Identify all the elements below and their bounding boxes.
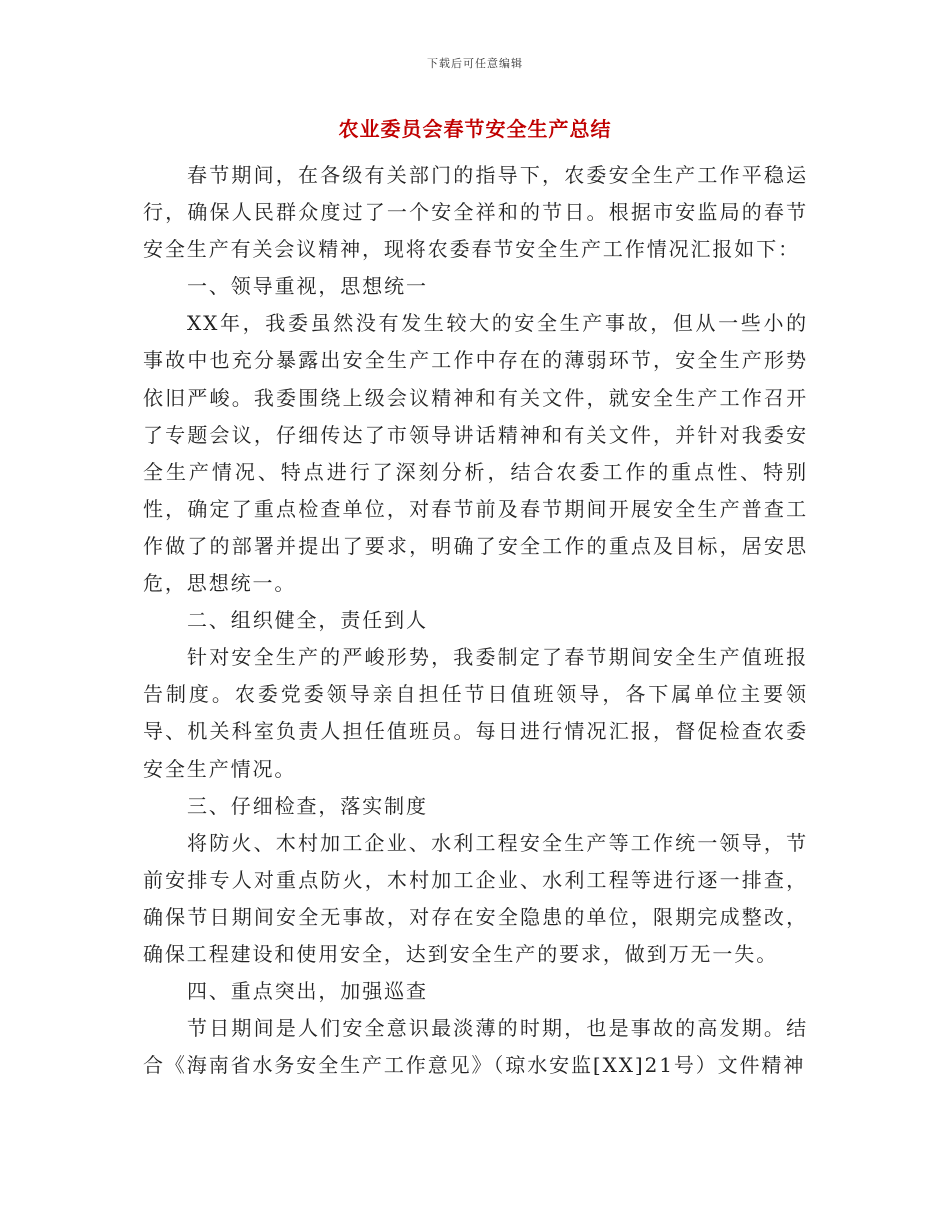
document-title: 农业委员会春节安全生产总结: [338, 117, 612, 141]
page-header-note: 下载后可任意编辑: [427, 57, 523, 70]
section-body-4: 节日期间是人们安全意识最淡薄的时期，也是事故的高发期。结合《海南省水务安全生产工作意见》（琼水安监[XX]21号）文件精神: [143, 1016, 808, 1078]
section-body-3: 将防火、木村加工企业、水利工程安全生产等工作统一领导，节前安排专人对重点防火，木村加工企业、水利工程等进行逐一排查，确保节日期间安全无事故，对存在安全隐患的单位，限期完成整改，确保工程建设和使用安全，达到安全生产的要求，做到万无一失。: [143, 830, 808, 966]
section-heading-1: 一、领导重视，思想统一: [187, 274, 428, 299]
section-heading-4: 四、重点突出，加强巡查: [187, 979, 428, 1004]
document-body: [143, 157, 808, 1084]
section-body-2: 针对安全生产的严峻形势，我委制定了春节期间安全生产值班报告制度。农委党委领导亲自担任节日值班领导，各下属单位主要领导、机关科室负责人担任值班员。每日进行情况汇报，督促检查农委安全生产情况。: [143, 645, 808, 781]
section-heading-2: 二、组织健全，责任到人: [187, 608, 428, 633]
section-body-1: XX年，我委虽然没有发生较大的安全生产事故，但从一些小的事故中也充分暴露出安全生产工作中存在的薄弱环节，安全生产形势依旧严峻。我委围绕上级会议精神和有关文件，就安全生产工作召开了专题会议，仔细传达了市领导讲话精神和有关文件，并针对我委安全生产情况、特点进行了深刻分析，结合农委工作的重点性、特别性，确定了重点检查单位，对春节前及春节期间开展安全生产普查工作做了的部署并提出了要求，明确了安全工作的重点及目标，居安思危，思想统一。: [143, 311, 808, 596]
intro-paragraph: 春节期间，在各级有关部门的指导下，农委安全生产工作平稳运行，确保人民群众度过了一个安全祥和的节日。根据市安监局的春节安全生产有关会议精神，现将农委春节安全生产工作情况汇报如下：: [143, 163, 808, 262]
section-heading-3: 三、仔细检查，落实制度: [187, 793, 428, 818]
